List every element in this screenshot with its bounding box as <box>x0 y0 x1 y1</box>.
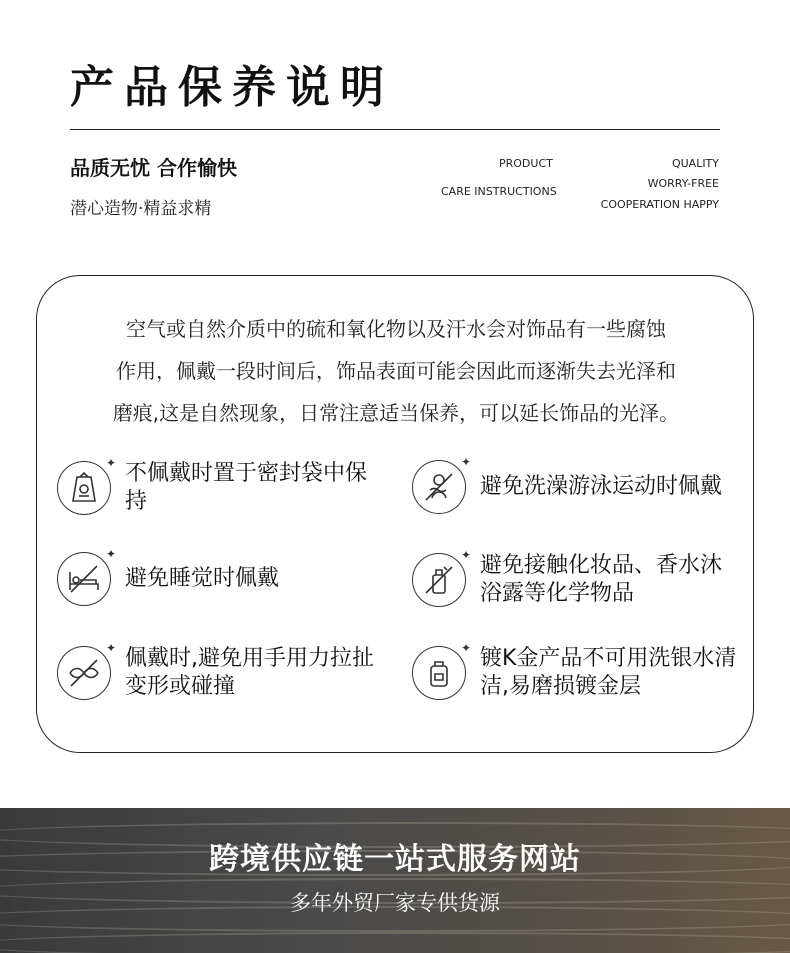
footer-banner <box>0 808 790 953</box>
footer-title: 跨境供应链一站式服务网站 <box>209 842 581 877</box>
care-item <box>57 547 385 606</box>
care-item <box>412 548 740 608</box>
care-item-text: 佩戴时,避免用手用力拉扯变形或碰撞 <box>125 646 374 699</box>
care-item-text: 不佩戴时置于密封袋中保持 <box>125 461 368 514</box>
intro-text <box>60 308 732 434</box>
care-item-text: 避免洗澡游泳运动时佩戴 <box>480 474 723 499</box>
subtitle-bold: 品质无忧 合作愉快 <box>70 156 237 180</box>
care-item <box>412 455 740 514</box>
intro-line: 空气或自然介质中的硫和氧化物以及汗水会对饰品有一些腐蚀 <box>126 317 666 341</box>
care-item <box>412 641 740 701</box>
no-sleeping-icon: ✦ <box>57 552 111 606</box>
en-product: PRODUCT <box>499 157 553 170</box>
page-title: 产品保养说明 <box>70 62 394 113</box>
en-worry-free: WORRY-FREE <box>647 177 719 190</box>
no-cosmetics-icon: ✦ <box>412 553 466 607</box>
care-item <box>57 641 385 701</box>
care-item-text: 镀K金产品不可用洗银水清洁,易磨损镀金层 <box>480 646 737 699</box>
en-quality: QUALITY <box>671 157 719 170</box>
no-pulling-icon: ✦ <box>57 646 111 700</box>
title-divider <box>70 129 720 130</box>
footer-subtitle: 多年外贸厂家专供货源 <box>290 891 500 915</box>
no-silver-cleaner-icon: ✦ <box>412 646 466 700</box>
care-item-text: 避免接触化妆品、香水沐浴露等化学物品 <box>480 553 723 606</box>
intro-line: 作用，佩戴一段时间后，饰品表面可能会因此而逐渐失去光泽和 <box>116 359 676 383</box>
no-swimming-icon: ✦ <box>412 460 466 514</box>
en-cooperation-happy: COOPERATION HAPPY <box>600 198 719 211</box>
care-item-text: 避免睡觉时佩戴 <box>125 566 280 591</box>
care-item <box>57 456 385 516</box>
en-care-instructions: CARE INSTRUCTIONS <box>441 185 557 198</box>
subtitle-small: 潜心造物·精益求精 <box>70 199 212 219</box>
sealed-bag-icon: ✦ <box>57 461 111 515</box>
intro-line: 磨痕,这是自然现象，日常注意适当保养，可以延长饰品的光泽。 <box>112 401 680 425</box>
